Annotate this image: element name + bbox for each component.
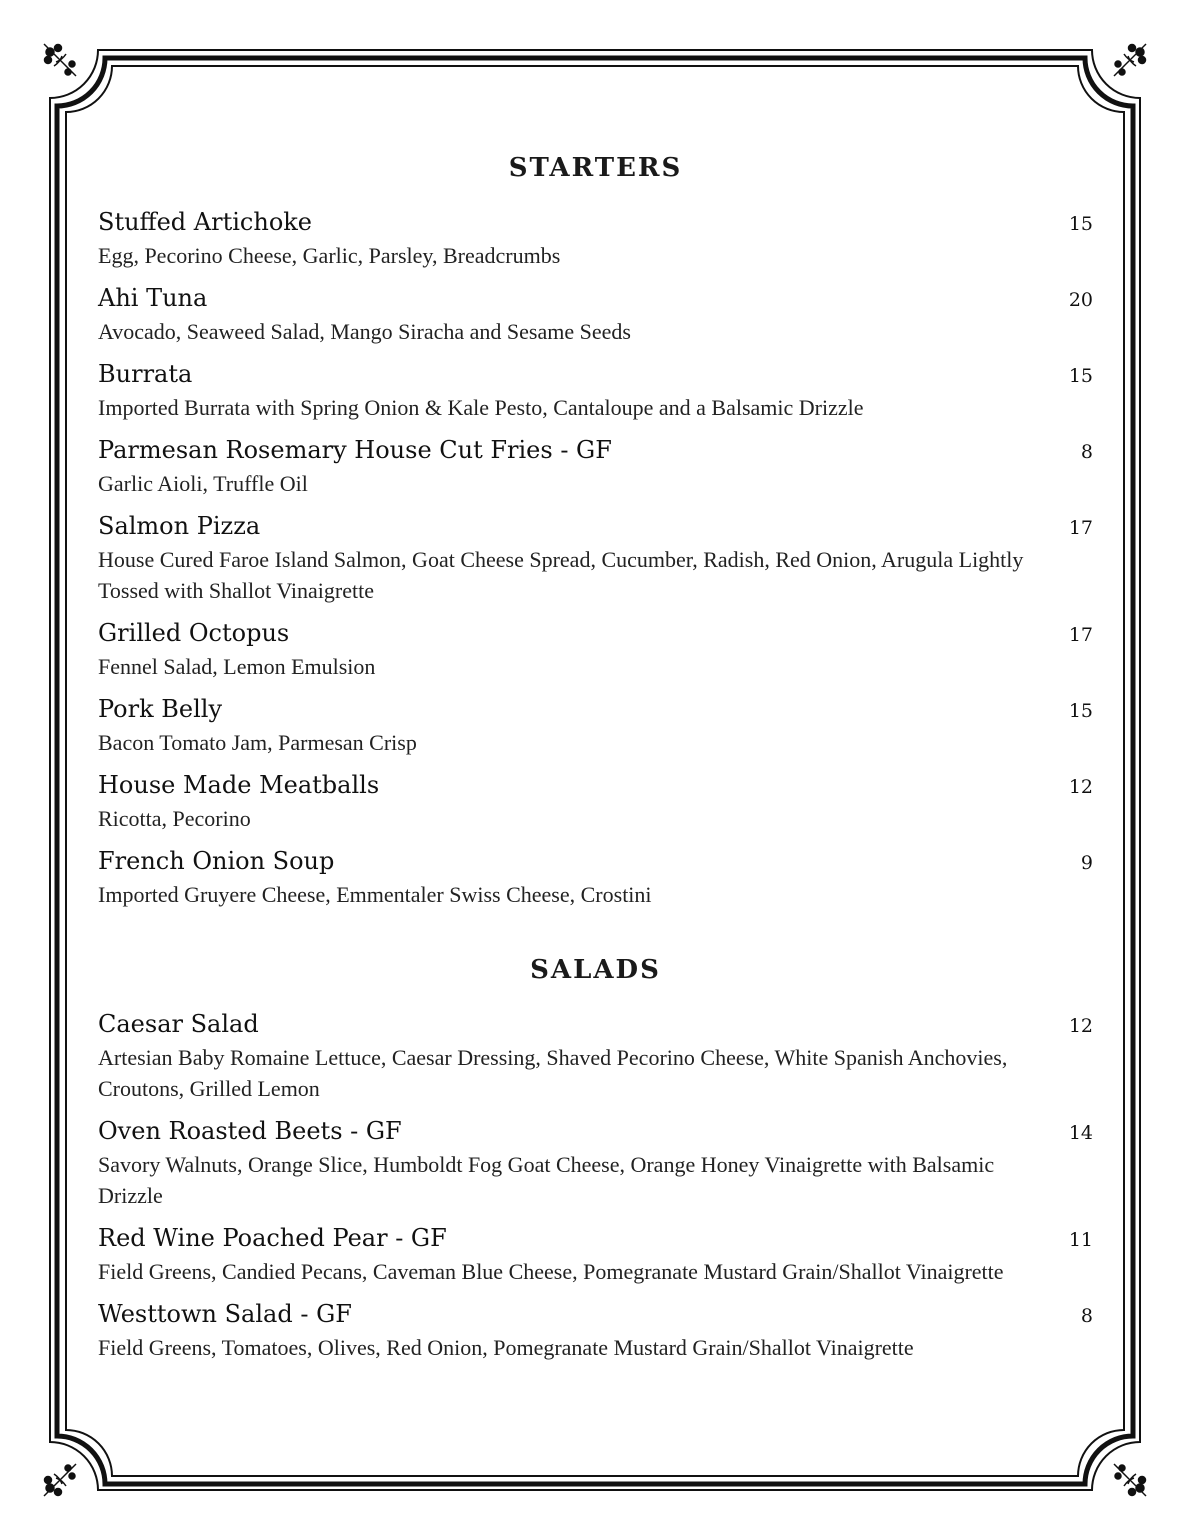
- menu-item: [98, 693, 1093, 758]
- menu-item-price: 11: [1068, 1229, 1093, 1251]
- menu-item-name: Ahi Tuna: [98, 284, 208, 312]
- menu-item-description: Ricotta, Pecorino: [98, 806, 251, 831]
- menu-item-price: 8: [1080, 441, 1093, 463]
- menu-item-price: 8: [1080, 1305, 1093, 1327]
- menu-item: [98, 1222, 1093, 1287]
- menu-item: [98, 358, 1093, 423]
- menu-item-name: Westtown Salad - GF: [98, 1300, 352, 1328]
- menu-item-price: 15: [1068, 700, 1093, 722]
- menu-item-price: 15: [1068, 213, 1093, 235]
- menu-item-description: Garlic Aioli, Truffle Oil: [98, 471, 308, 496]
- menu-item-description: Avocado, Seaweed Salad, Mango Siracha and Sesame Seeds: [98, 319, 631, 344]
- menu-item-description: Fennel Salad, Lemon Emulsion: [98, 654, 376, 679]
- menu-item-price: 9: [1080, 852, 1093, 874]
- menu-item-description: Imported Burrata with Spring Onion & Kale Pesto, Cantaloupe and a Balsamic Drizzle: [98, 395, 864, 420]
- corner-ornament-top-right: [1114, 44, 1146, 76]
- menu-item-description: House Cured Faroe Island Salmon, Goat Cheese Spread, Cucumber, Radish, Red Onion, Arugula Lightly Tossed with Shallot Vinaigrette: [98, 547, 1024, 603]
- menu-item-description: Imported Gruyere Cheese, Emmentaler Swiss Cheese, Crostini: [98, 882, 652, 907]
- menu-item-name: French Onion Soup: [98, 847, 335, 875]
- corner-ornament-bottom-left: [44, 1464, 76, 1496]
- menu-item-price: 12: [1068, 1015, 1093, 1037]
- menu-content: [98, 148, 1093, 1374]
- menu-item-price: 12: [1068, 776, 1093, 798]
- section-title-salads: SALADS: [530, 955, 661, 985]
- menu-item-name: Parmesan Rosemary House Cut Fries - GF: [98, 436, 612, 464]
- menu-item-description: Egg, Pecorino Cheese, Garlic, Parsley, Breadcrumbs: [98, 243, 561, 268]
- menu-item: [98, 617, 1093, 682]
- menu-item-name: Pork Belly: [98, 695, 223, 723]
- menu-item-description: Field Greens, Tomatoes, Olives, Red Onion, Pomegranate Mustard Grain/Shallot Vinaigrette: [98, 1335, 914, 1360]
- menu-item: [98, 206, 1093, 271]
- menu-item-price: 17: [1068, 517, 1093, 539]
- menu-item-price: 17: [1068, 624, 1093, 646]
- menu-item: [98, 1298, 1093, 1363]
- menu-item: [98, 510, 1093, 606]
- menu-item-price: 20: [1068, 289, 1093, 311]
- menu-item-name: Stuffed Artichoke: [98, 208, 313, 236]
- menu-item-price: 15: [1068, 365, 1093, 387]
- menu-item: [98, 1115, 1093, 1211]
- menu-item: [98, 845, 1093, 910]
- corner-ornament-top-left: [44, 44, 76, 76]
- menu-item: [98, 282, 1093, 347]
- menu-item-name: Burrata: [98, 360, 193, 388]
- menu-item-name: Caesar Salad: [98, 1010, 259, 1038]
- menu-item-description: Artesian Baby Romaine Lettuce, Caesar Dressing, Shaved Pecorino Cheese, White Spanish Anchovies, Croutons, Grilled Lemon: [98, 1045, 1008, 1101]
- menu-item: [98, 769, 1093, 834]
- menu-item-description: Bacon Tomato Jam, Parmesan Crisp: [98, 730, 417, 755]
- menu-item-name: Oven Roasted Beets - GF: [98, 1117, 402, 1145]
- menu-item-name: House Made Meatballs: [98, 771, 380, 799]
- menu-item: [98, 434, 1093, 499]
- corner-ornament-bottom-right: [1114, 1464, 1146, 1496]
- menu-item-name: Grilled Octopus: [98, 619, 290, 647]
- menu-item-name: Red Wine Poached Pear - GF: [98, 1224, 447, 1252]
- section-title-starters: STARTERS: [508, 153, 683, 183]
- menu-item: [98, 1008, 1093, 1104]
- menu-item-price: 14: [1068, 1122, 1093, 1144]
- menu-item-name: Salmon Pizza: [98, 512, 261, 540]
- menu-item-description: Field Greens, Candied Pecans, Caveman Blue Cheese, Pomegranate Mustard Grain/Shallot Vinaigrette: [98, 1259, 1004, 1284]
- menu-item-description: Savory Walnuts, Orange Slice, Humboldt Fog Goat Cheese, Orange Honey Vinaigrette with Balsamic Drizzle: [98, 1152, 995, 1208]
